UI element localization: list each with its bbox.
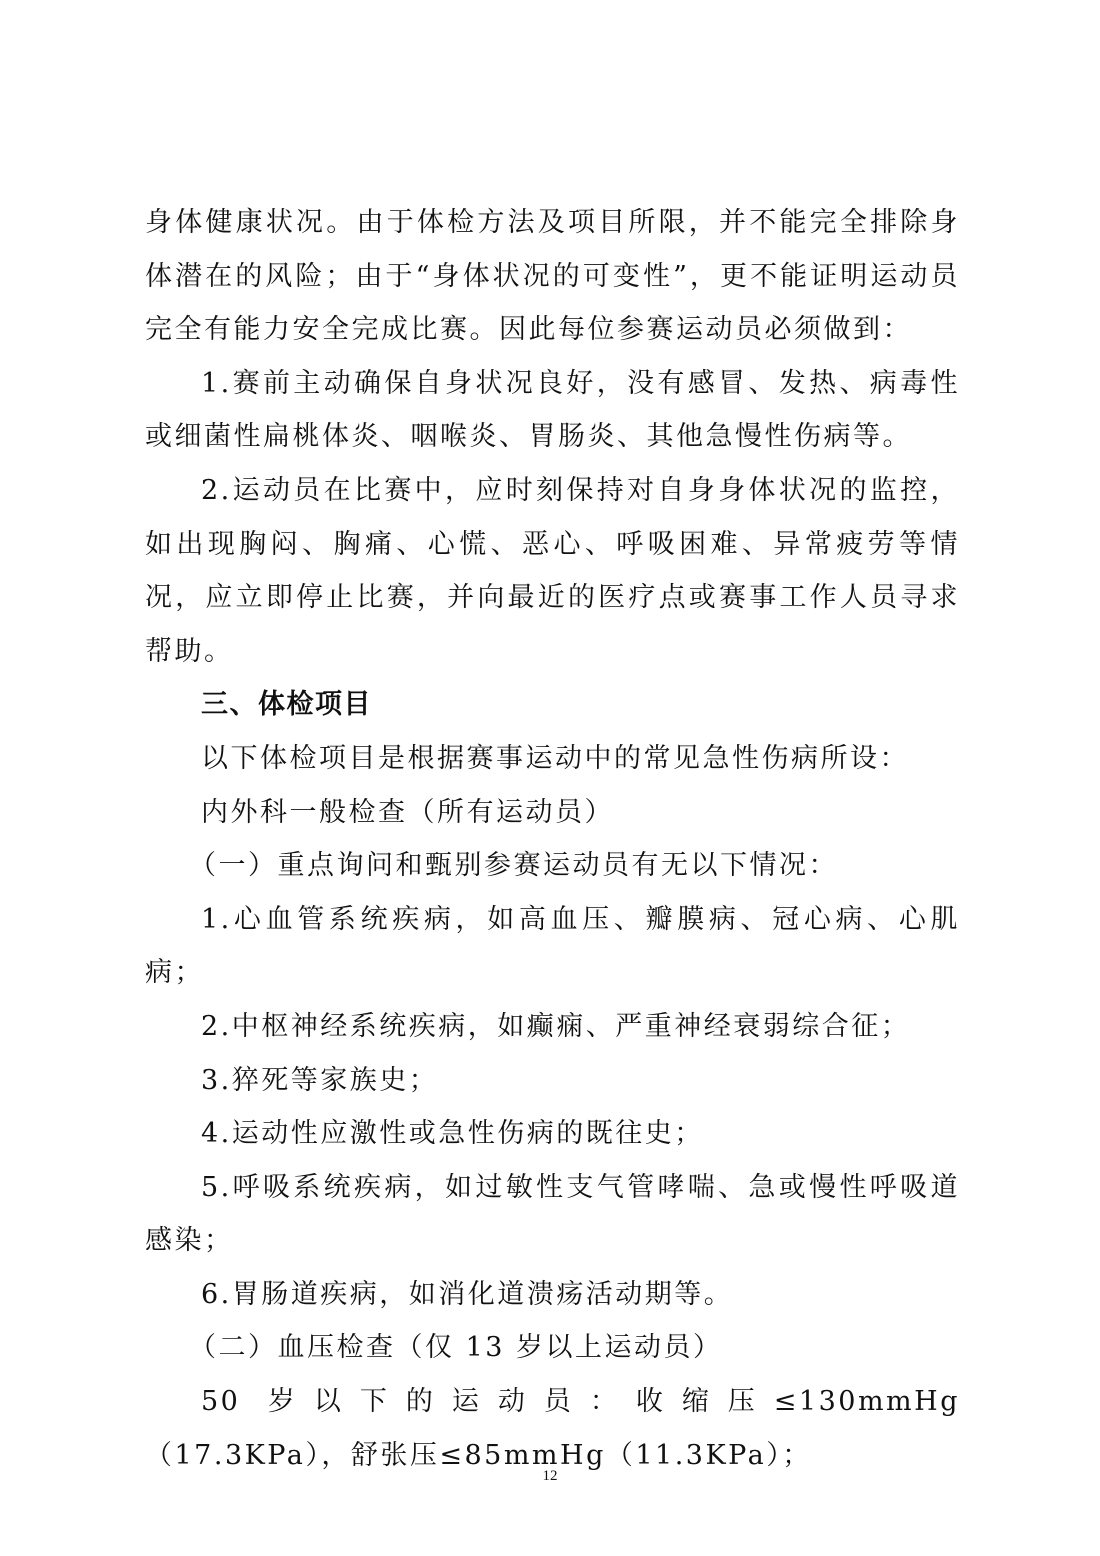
- body-text: [145, 196, 960, 1482]
- page-number: 12: [542, 1468, 558, 1484]
- list-item: 6.胃肠道疾病，如消化道溃疡活动期等。: [201, 1278, 734, 1310]
- subsection-title-2: （二）血压检查（仅 13 岁以上运动员）: [189, 1332, 723, 1364]
- list-item: 4.运动性应激性或急性伤病的既往史；: [201, 1118, 704, 1150]
- list-item: 3.猝死等家族史；: [201, 1064, 439, 1096]
- paragraph-health-status: 身体健康状况。由于体检方法及项目所限，并不能完全排除身体潜在的风险；由于“身体状况的可变性”，更不能证明运动员完全有能力安全完成比赛。因此每位参赛运动员必须做到：: [145, 207, 960, 346]
- paragraph-item-2: 2.运动员在比赛中，应时刻保持对自身身体状况的监控，如出现胸闷、胸痛、心慌、恶心、呼吸困难、异常疲劳等情况，应立即停止比赛，并向最近的医疗点或赛事工作人员寻求帮助。: [145, 474, 960, 667]
- general-check-line: 内外科一般检查（所有运动员）: [201, 796, 614, 828]
- blood-pressure-text: 50 岁以下的运动员：收缩压≤130mmHg（17.3KPa），舒张压≤85mmHg（11.3KPa）；: [145, 1386, 960, 1471]
- paragraph-item-1: 1.赛前主动确保自身状况良好，没有感冒、发热、病毒性或细菌性扁桃体炎、咽喉炎、胃肠炎、其他急慢性伤病等。: [145, 367, 960, 453]
- subsection-title-1: （一）重点询问和甄别参赛运动员有无以下情况：: [189, 850, 838, 882]
- intro-line: 以下体检项目是根据赛事运动中的常见急性伤病所设：: [201, 742, 909, 774]
- list-item: 5.呼吸系统疾病，如过敏性支气管哮喘、急或慢性呼吸道感染；: [145, 1171, 960, 1257]
- list-item: 1.心血管系统疾病，如高血压、瓣膜病、冠心病、心肌病；: [145, 903, 960, 989]
- list-item: 2.中枢神经系统疾病，如癫痫、严重神经衰弱综合征；: [201, 1010, 911, 1042]
- section-heading: 三、体检项目: [201, 689, 372, 721]
